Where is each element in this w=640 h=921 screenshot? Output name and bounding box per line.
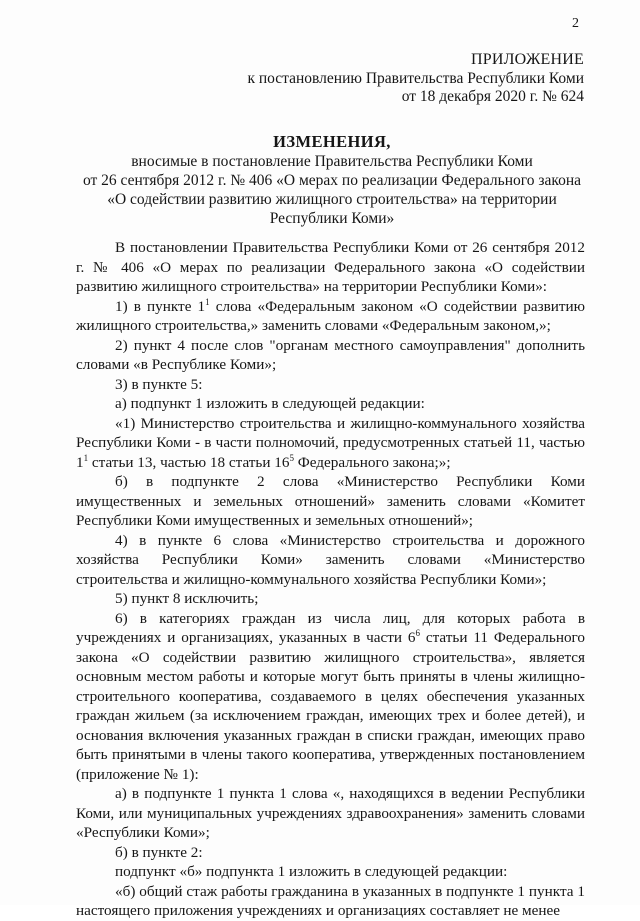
item-5: 5) пункт 8 исключить; (115, 590, 259, 607)
title-line: Республики Коми» (269, 210, 395, 227)
title-line: от 26 сентября 2012 г. № 406 «О мерах по реализации Федерального закона (82, 172, 582, 189)
title-line: «О содействии развитию жилищного строительства» на территории (107, 191, 557, 208)
item-6: 6) в категориях граждан из числа лиц, для которых работа в учреждениях и организациях, указанных в части $6^6$ статьи 11 Федерального закона «О содействии развитию жилищного строительства», является основным местом работы и которые могут быть приняты в члены жилищно-строительного кооператива, создаваемого в целях обеспечения указанных граждан жильем (за исключением граждан, имеющих трех и более детей), и основания включения указанных граждан в списки граждан, имеющих право быть принятыми в члены такого кооператива, утвержденных постановлением (приложение № 1): (76, 609, 585, 783)
item-4: 4) в пункте 6 слова «Министерство строительства и дорожного хозяйства Республики Коми» заменить словами «Министерство строительства и жилищно-коммунального хозяйства Республики Коми»; (76, 531, 585, 588)
appendix-line: к постановлению Правительства Республики Коми (247, 69, 584, 87)
item-6a: а) в подпункте 1 пункта 1 слова «, находящихся в ведении Республики Коми, или муниципальных учреждениях здравоохранения» заменить словами «Республики Коми»; (76, 785, 585, 841)
document-title: ИЗМЕНЕНИЯ, (273, 132, 391, 151)
appendix-line: от 18 декабря 2020 г. № 624 (401, 88, 584, 105)
document-body (76, 238, 585, 921)
subitem-b: подпункт «б» подпункта 1 изложить в следующей редакции: (115, 863, 508, 880)
appendix-header (200, 51, 584, 107)
title-line: вносимые в постановление Правительства Республики Коми (131, 153, 533, 170)
quote-1: «1) Министерство строительства и жилищно-коммунального хозяйства Республики Коми - в части полномочий, предусмотренных статьей 11, частью $1^1$ статьи 13, частью 18 статьи $16^5$ Федерального закона;»; (76, 414, 585, 471)
item-2: 2) пункт 4 после слов "органам местного самоуправления" дополнить словами «в Республике Коми»; (76, 336, 585, 373)
item-6b: б) в пункте 2: (115, 843, 203, 861)
page-number: 2 (572, 16, 579, 31)
item-3b: б) в подпункте 2 слова «Министерство Республики Коми имущественных и земельных отношений» заменить словами «Комитет Республики Коми имущественных и земельных отношений»; (76, 473, 585, 529)
title-block (70, 132, 594, 228)
appendix-heading: ПРИЛОЖЕНИЕ (470, 51, 584, 68)
item-3a: а) подпункт 1 изложить в следующей редакции: (115, 395, 425, 412)
intro-paragraph: В постановлении Правительства Республики Коми от 26 сентября 2012 г. № 406 «О мерах по реализации Федерального закона «О содействии развитию жилищного строительства» на территории Республики Коми»: (76, 239, 585, 295)
item-1: 1) в пункте $1^1$ слова «Федеральным законом «О содействии развитию жилищного строительства,» заменить словами «Федеральным законом,»; (76, 296, 585, 334)
quote-2: «б) общий стаж работы гражданина в указанных в подпункте 1 пункта 1 настоящего приложения учреждениях и организациях составляет не менее (76, 882, 585, 919)
item-3: 3) в пункте 5: (115, 375, 203, 393)
